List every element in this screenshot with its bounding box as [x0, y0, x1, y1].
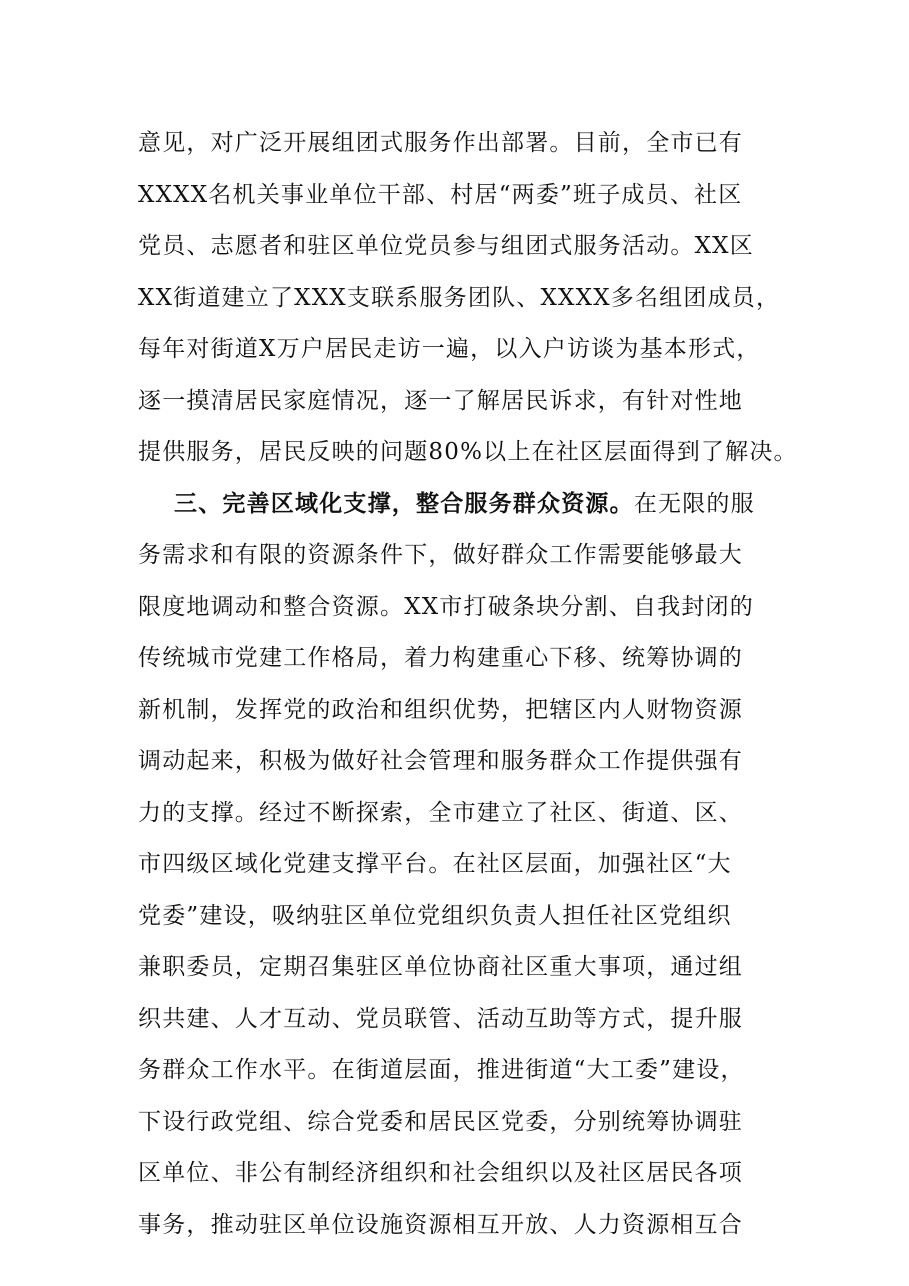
paragraph-line: 务需求和有限的资源条件下，做好群众工作需要能够最大: [138, 542, 743, 568]
paragraph-line: 逐一摸清居民家庭情况，逐一了解居民诉求，有针对性地: [138, 388, 743, 414]
paragraph-line: 调动起来，积极为做好社会管理和服务群众工作提供强有: [138, 748, 743, 774]
paragraph-line: 新机制，发挥党的政治和组织优势，把辖区内人财物资源: [138, 697, 743, 723]
paragraph-line: 事务，推动驻区单位设施资源相互开放、人力资源相互合: [138, 1212, 743, 1238]
section-first-line: [174, 489, 755, 519]
paragraph-line: 力的支撑。经过不断探索，全市建立了社区、街道、区、: [138, 800, 743, 826]
paragraph-line: 党委”建设，吸纳驻区单位党组织负责人担任社区党组织: [138, 903, 732, 929]
paragraph-line: 传统城市党建工作格局，着力构建重心下移、统筹协调的: [138, 645, 743, 671]
paragraph-line: 每年对街道X万户居民走访一遍，以入户访谈为基本形式，: [138, 336, 761, 362]
paragraph-line: 意见，对广泛开展组团式服务作出部署。目前，全市已有: [138, 130, 743, 156]
paragraph-line: 区单位、非公有制经济组织和社会组织以及社区居民各项: [138, 1160, 743, 1186]
section-heading: 三、完善区域化支撑，整合服务群众资源。: [174, 490, 634, 517]
paragraph-line: 织共建、人才互动、党员联管、活动互助等方式，提升服: [138, 1006, 743, 1032]
section-first-line-text: 在无限的服: [633, 491, 755, 517]
paragraph-line: 限度地调动和整合资源。XX市打破条块分割、自我封闭的: [138, 594, 754, 620]
paragraph-line: XX街道建立了XXX支联系服务团队、XXXX多名组团成员，: [138, 285, 781, 311]
paragraph-line: 务群众工作水平。在街道层面，推进街道“大工委”建设，: [138, 1057, 745, 1083]
paragraph-line: 提供服务，居民反映的问题80%以上在社区层面得到了解决。: [138, 439, 798, 465]
paragraph-line: XXXX名机关事业单位干部、村居“两委”班子成员、社区: [138, 182, 743, 208]
paragraph-line: 党员、志愿者和驻区单位党员参与组团式服务活动。XX区: [138, 233, 754, 259]
paragraph-line: 兼职委员，定期召集驻区单位协商社区重大事项，通过组: [138, 954, 743, 980]
paragraph-line: 市四级区域化党建支撑平台。在社区层面，加强社区“大: [138, 851, 732, 877]
paragraph-line: 下设行政党组、综合党委和居民区党委，分别统筹协调驻: [138, 1109, 743, 1135]
